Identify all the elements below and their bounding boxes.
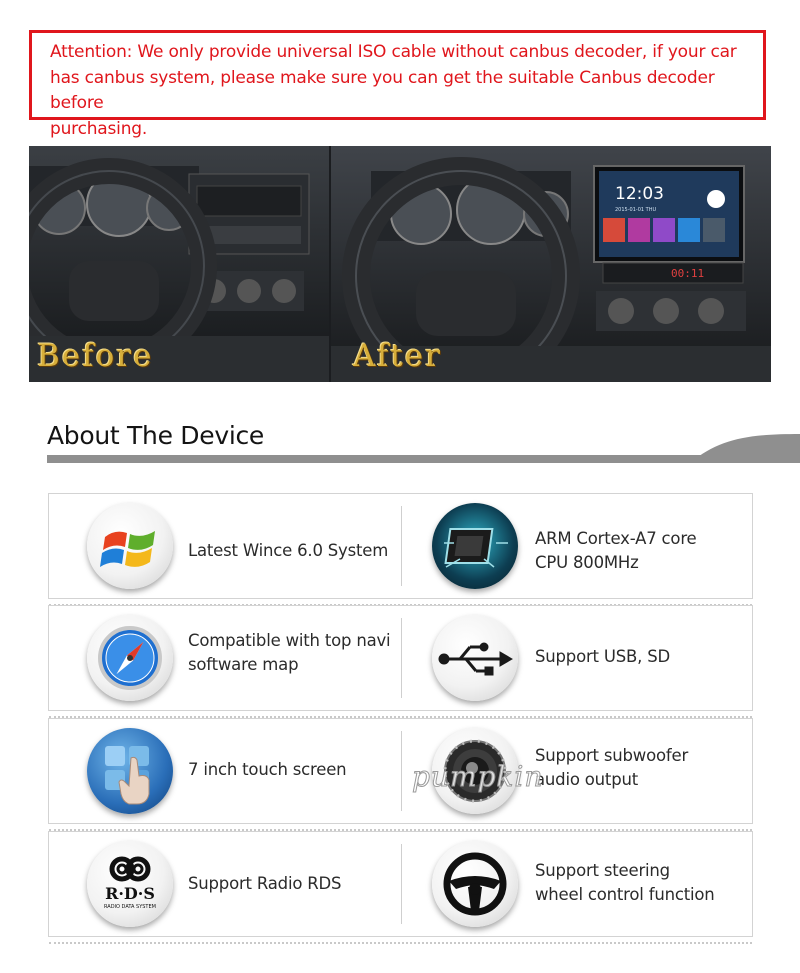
- after-photo: [331, 146, 771, 382]
- rds-logo-text: R·D·S: [105, 884, 155, 903]
- feature-line-2: software map: [188, 655, 299, 674]
- feature-line-1: 7 inch touch screen: [188, 760, 347, 779]
- feature-text: [535, 645, 670, 669]
- feature-row: [48, 831, 753, 937]
- notice-line-2: has canbus system, please make sure you can get the suitable Canbus decoder before: [50, 67, 715, 113]
- compass-icon: [87, 615, 173, 701]
- before-label: Before: [37, 338, 154, 374]
- notice-line-1: Attention: We only provide universal ISO cable without canbus decoder, if your car: [50, 42, 737, 62]
- before-after-photos: [29, 146, 771, 382]
- title-underline-bar: [47, 455, 800, 463]
- feature-line-1: ARM Cortex-A7 core: [535, 529, 697, 548]
- canbus-attention-notice: [29, 30, 766, 139]
- feature-line-1: Support USB, SD: [535, 647, 671, 666]
- feature-line-1: Compatible with top navi: [188, 631, 391, 650]
- feature-text: [188, 539, 388, 563]
- brand-watermark: pumpkin: [412, 760, 544, 793]
- feature-line-1: Support steering: [535, 861, 670, 880]
- notice-line-3: purchasing.: [50, 118, 148, 139]
- section-title: About The Device: [47, 421, 265, 450]
- rds-logo-subtext: RADIO DATA SYSTEM: [104, 904, 156, 910]
- radio-display-text: 00:11: [671, 267, 705, 280]
- touch-screen-icon: [87, 728, 173, 814]
- feature-wince-system: [49, 494, 401, 598]
- feature-row: [48, 605, 753, 711]
- screen-date-text: 2015-01-01 THU: [615, 207, 657, 213]
- feature-navi-map: [49, 606, 401, 710]
- feature-text: [188, 872, 341, 896]
- usb-icon: [432, 615, 518, 701]
- feature-line-2: CPU 800MHz: [535, 553, 639, 572]
- feature-line-1: Support subwoofer: [535, 746, 689, 765]
- feature-radio-rds: [49, 832, 401, 936]
- feature-arm-cpu: [402, 494, 752, 598]
- feature-line-2: wheel control function: [535, 885, 715, 904]
- feature-row: [48, 493, 753, 599]
- feature-text: [535, 527, 697, 575]
- feature-line-2: audio output: [535, 770, 638, 789]
- steering-wheel-icon: [432, 841, 518, 927]
- feature-row: [48, 718, 753, 824]
- feature-text: [188, 629, 390, 677]
- feature-text: [535, 859, 715, 907]
- feature-text: [188, 758, 346, 782]
- feature-usb-sd: [402, 606, 752, 710]
- feature-line-1: Latest Wince 6.0 System: [188, 541, 389, 560]
- row-dotted-separator: [49, 942, 752, 944]
- rds-logo-icon: [87, 841, 173, 927]
- after-label: After: [353, 338, 442, 374]
- feature-text: [535, 744, 688, 792]
- feature-touch-screen: [49, 719, 401, 823]
- before-photo: [29, 146, 329, 382]
- feature-line-1: Support Radio RDS: [188, 874, 342, 893]
- cpu-chip-icon: [432, 503, 518, 589]
- screen-time-text: 12:03: [615, 184, 664, 204]
- feature-steering-wheel: [402, 832, 752, 936]
- windows-logo-icon: [87, 503, 173, 589]
